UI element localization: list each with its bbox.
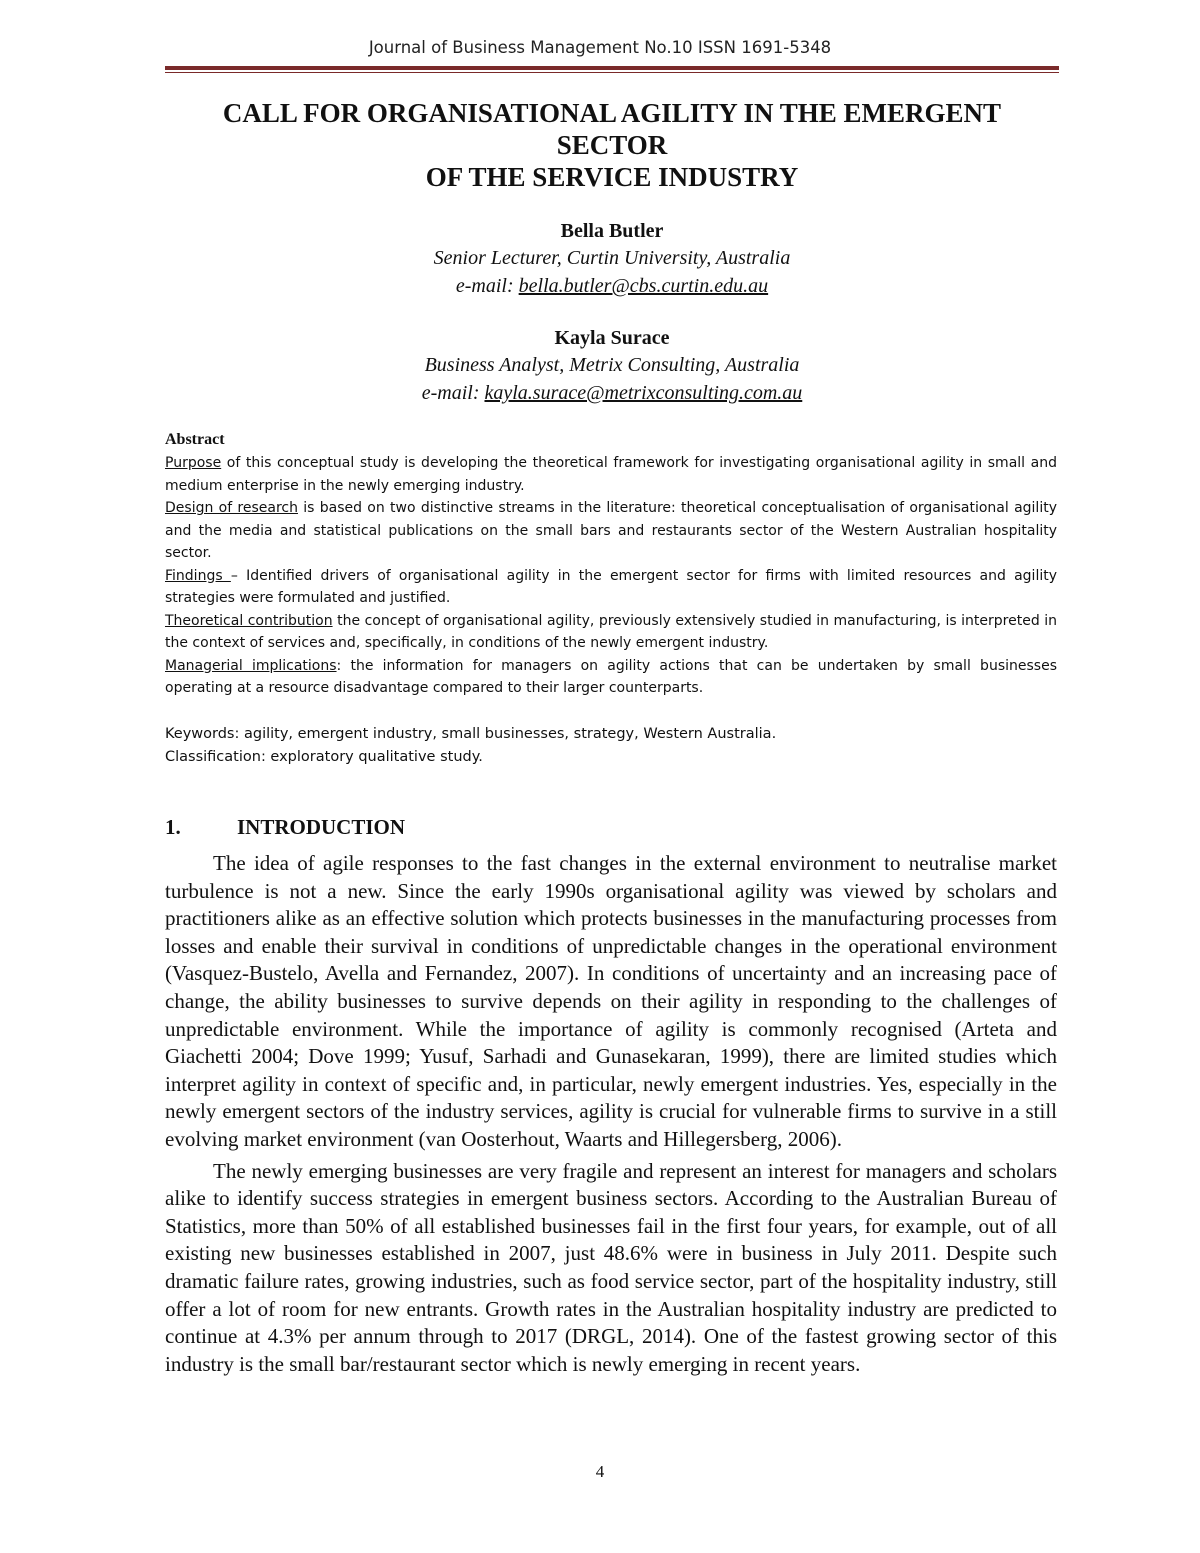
abstract-label: Design of research bbox=[165, 500, 298, 516]
abstract-text: is based on two distinctive streams in the literature: theoretical conceptualisation of organisational agility and the media and statistical publications on the small bars and restaurants sector of the Western Australian hospitality sector. bbox=[165, 500, 1057, 561]
abstract-label: Findings bbox=[165, 567, 231, 584]
abstract-item-contribution bbox=[165, 610, 1057, 655]
author-block-1 bbox=[165, 218, 1059, 300]
title-line: OF THE SERVICE INDUSTRY bbox=[425, 162, 799, 192]
title-line: SECTOR bbox=[556, 130, 668, 160]
body-paragraph: The newly emerging businesses are very fragile and represent an interest for managers and scholars alike to identify success strategies in emergent business sectors. According to the Australian Bureau of Statistics, more than 50% of all established businesses fail in the first four years, for example, out of all existing new businesses established in 2007, just 48.6% were in business in July 2011. Despite such dramatic failure rates, growing industries, such as food service sector, part of the hospitality industry, still offer a lot of room for new entrants. Growth rates in the Australian hospitality industry are predicted to continue at 4.3% per annum through to 2017 (DRGL, 2014). One of the fastest growing sector of this industry is the small bar/restaurant sector which is newly emerging in recent years. bbox=[165, 1158, 1057, 1376]
author-email-line bbox=[165, 272, 1059, 300]
abstract-label: Theoretical contribution bbox=[165, 612, 333, 629]
page-number: 4 bbox=[595, 1462, 605, 1481]
running-header: Journal of Business Management No.10 ISSN 1691-5348 bbox=[368, 38, 832, 57]
abstract bbox=[165, 428, 1057, 700]
header-rule-thin bbox=[165, 72, 1059, 73]
abstract-label: Managerial implications bbox=[165, 657, 337, 674]
abstract-text: – Identified drivers of organisational agility in the emergent sector for firms with limited resources and agility strategies were formulated and justified. bbox=[165, 567, 1057, 606]
abstract-text: : the information for managers on agility actions that can be undertaken by small businesses operating at a resource disadvantage compared to their larger counterparts. bbox=[165, 657, 1057, 696]
abstract-item-findings bbox=[165, 565, 1057, 610]
keywords: Keywords: agility, emergent industry, small businesses, strategy, Western Australia. bbox=[165, 726, 777, 742]
section-number: 1. bbox=[165, 815, 181, 840]
classification: Classification: exploratory qualitative study. bbox=[165, 749, 483, 765]
email-prefix: e-mail: bbox=[455, 275, 519, 297]
author-email-line bbox=[165, 379, 1059, 407]
author-name: Kayla Surace bbox=[554, 327, 670, 349]
header-rule-thick bbox=[165, 66, 1059, 70]
body-text bbox=[165, 850, 1057, 1382]
abstract-item-purpose bbox=[165, 452, 1057, 497]
author-affiliation: Senior Lecturer, Curtin University, Australia bbox=[433, 247, 791, 269]
author-affiliation: Business Analyst, Metrix Consulting, Australia bbox=[424, 354, 800, 376]
body-paragraph: The idea of agile responses to the fast changes in the external environment to neutralise market turbulence is not a new. Since the early 1990s organisational agility was viewed by scholars and practitioners alike as an effective solution which protects businesses in the manufacturing processes from losses and enable their survival in conditions of unpredictable changes in the operational environment (Vasquez-Bustelo, Avella and Fernandez, 2007). In conditions of uncertainty and an increasing pace of change, the ability businesses to survive depends on their agility in responding to the challenges of unpredictable environment. While the importance of agility is commonly recognised (Arteta and Giachetti 2004; Dove 1999; Yusuf, Sarhadi and Gunasekaran, 1999), there are limited studies which interpret agility in context of specific and, in particular, newly emergent industries. Yes, especially in the newly emergent sectors of the industry services, agility is crucial for vulnerable firms to survive in a still evolving market environment (van Oosterhout, Waarts and Hillegersberg, 2006). bbox=[165, 851, 1057, 1151]
email-prefix: e-mail: bbox=[421, 382, 485, 404]
section-heading bbox=[165, 813, 405, 841]
section-title: INTRODUCTION bbox=[237, 815, 406, 840]
abstract-text: the concept of organisational agility, previously extensively studied in manufacturing, is interpreted in the context of services and, specifically, in conditions of the newly emergent industry. bbox=[165, 612, 1058, 651]
abstract-label: Purpose bbox=[165, 455, 222, 471]
abstract-text: of this conceptual study is developing the theoretical framework for investigating organisational agility in small and medium enterprise in the newly emerging industry. bbox=[165, 455, 1057, 494]
abstract-item-implications bbox=[165, 655, 1057, 700]
paper-title bbox=[165, 97, 1059, 193]
author-email-link[interactable]: bella.butler@cbs.curtin.edu.au bbox=[518, 275, 769, 297]
author-name: Bella Butler bbox=[560, 220, 664, 242]
abstract-item-design bbox=[165, 497, 1057, 565]
author-block-2 bbox=[165, 325, 1059, 407]
abstract-heading: Abstract bbox=[165, 431, 225, 448]
author-email-link[interactable]: kayla.surace@metrixconsulting.com.au bbox=[484, 382, 803, 404]
title-line: CALL FOR ORGANISATIONAL AGILITY IN THE EMERGENT bbox=[222, 98, 1002, 128]
